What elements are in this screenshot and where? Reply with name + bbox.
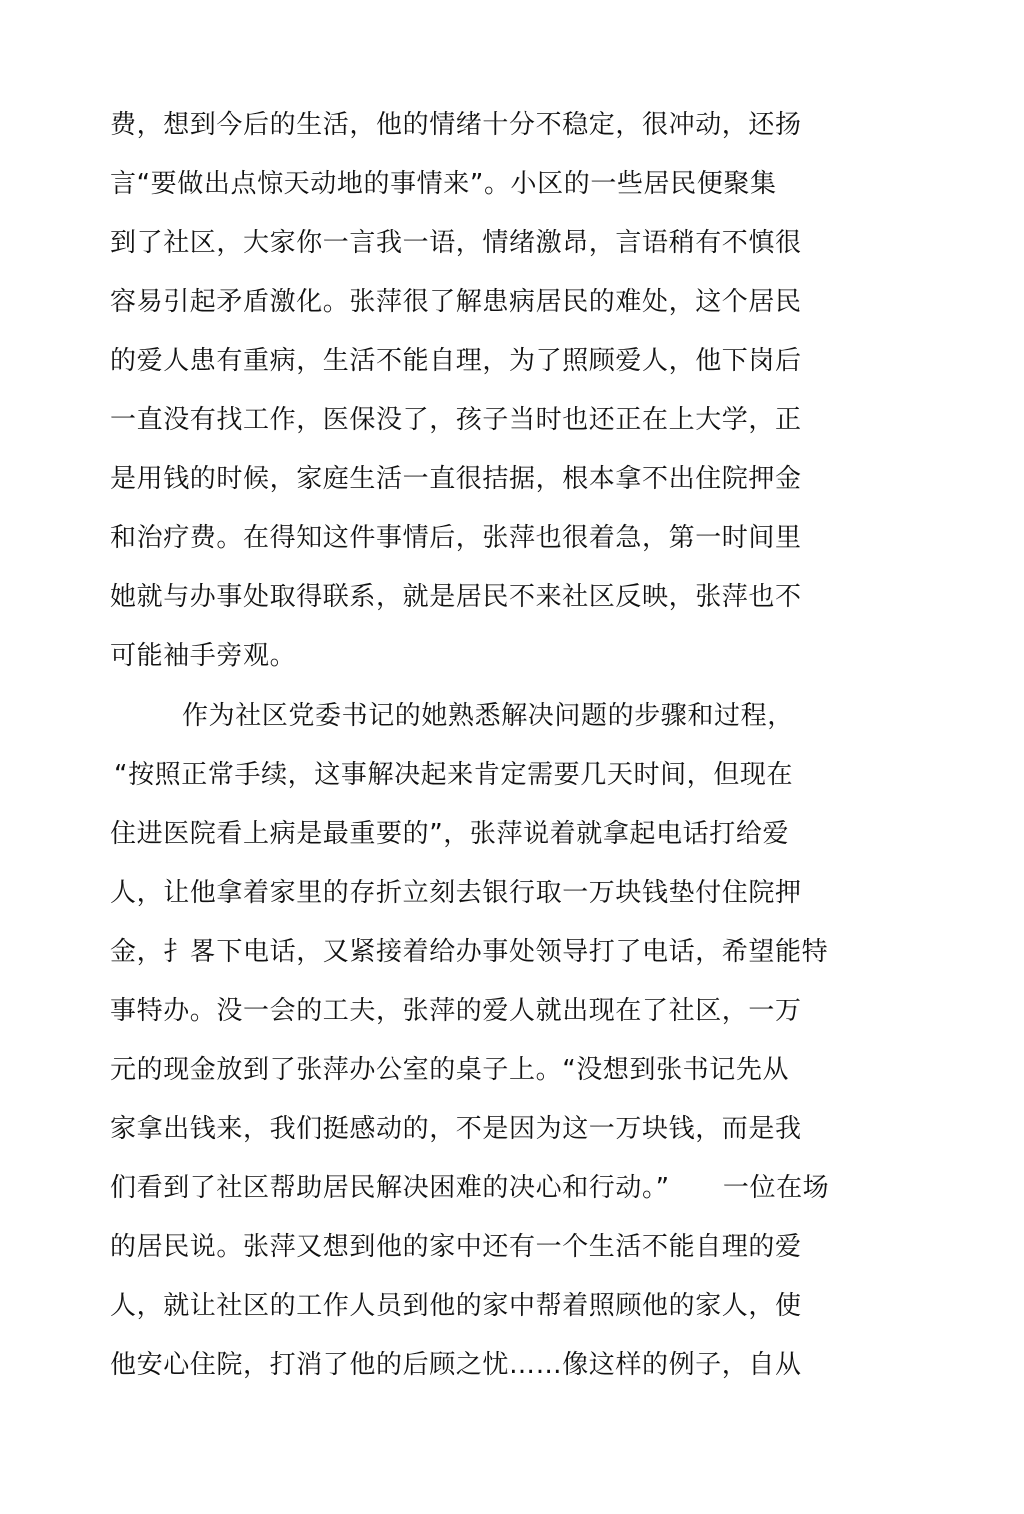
text-line: 家拿出钱来，我们挺感动的，不是因为这一万块钱，而是我 (110, 1114, 802, 1144)
text-line: 的爱人患有重病，生活不能自理，为了照顾爱人，他下岗后 (110, 346, 802, 376)
text-line: 可能袖手旁观。 (110, 641, 297, 671)
text-line: 是用钱的时候，家庭生活一直很拮据，根本拿不出住院押金 (110, 464, 802, 494)
text-line: 事特办。没一会的工夫，张萍的爱人就出现在了社区，一万 (110, 996, 802, 1026)
paragraph-first-line: 作为社区党委书记的她熟悉解决问题的步骤和过程， (182, 701, 794, 731)
text-line: 们看到了社区帮助居民解决困难的决心和行动。” 一位在场 (110, 1173, 830, 1203)
text-line: 他安心住院，打消了他的后顾之忧……像这样的例子，自从 (110, 1350, 802, 1380)
text-line: 金，扌畧下电话，又紧接着给办事处领导打了电话，希望能特 (110, 937, 829, 967)
text-line: 费，想到今后的生活，他的情绪十分不稳定，很冲动，还扬 (110, 110, 802, 140)
text-line: 她就与办事处取得联系，就是居民不来社区反映，张萍也不 (110, 582, 802, 612)
text-line: 容易引起矛盾激化。张萍很了解患病居民的难处，这个居民 (110, 287, 802, 317)
text-line: 到了社区，大家你一言我一语，情绪激昂，言语稍有不慎很 (110, 228, 802, 258)
text-line: 人，让他拿着家里的存折立刻去银行取一万块钱垫付住院押 (110, 878, 802, 908)
text-line: 人，就让社区的工作人员到他的家中帮着照顾他的家人，使 (110, 1291, 802, 1321)
text-line: 元的现金放到了张萍办公室的桌子上。“没想到张书记先从 (110, 1055, 790, 1085)
text-line: 的居民说。张萍又想到他的家中还有一个生活不能自理的爱 (110, 1232, 802, 1262)
text-line: 一直没有找工作，医保没了，孩子当时也还正在上大学，正 (110, 405, 802, 435)
text-line: 住进医院看上病是最重要的”，张萍说着就拿起电话打给爱 (110, 819, 790, 849)
text-line: “按照正常手续，这事解决起来肯定需要几天时间，但现在 (114, 760, 794, 790)
text-line: 言“要做出点惊天动地的事情来”。小区的一些居民便聚集 (110, 169, 777, 199)
text-line: 和治疗费。在得知这件事情后，张萍也很着急，第一时间里 (110, 523, 802, 553)
